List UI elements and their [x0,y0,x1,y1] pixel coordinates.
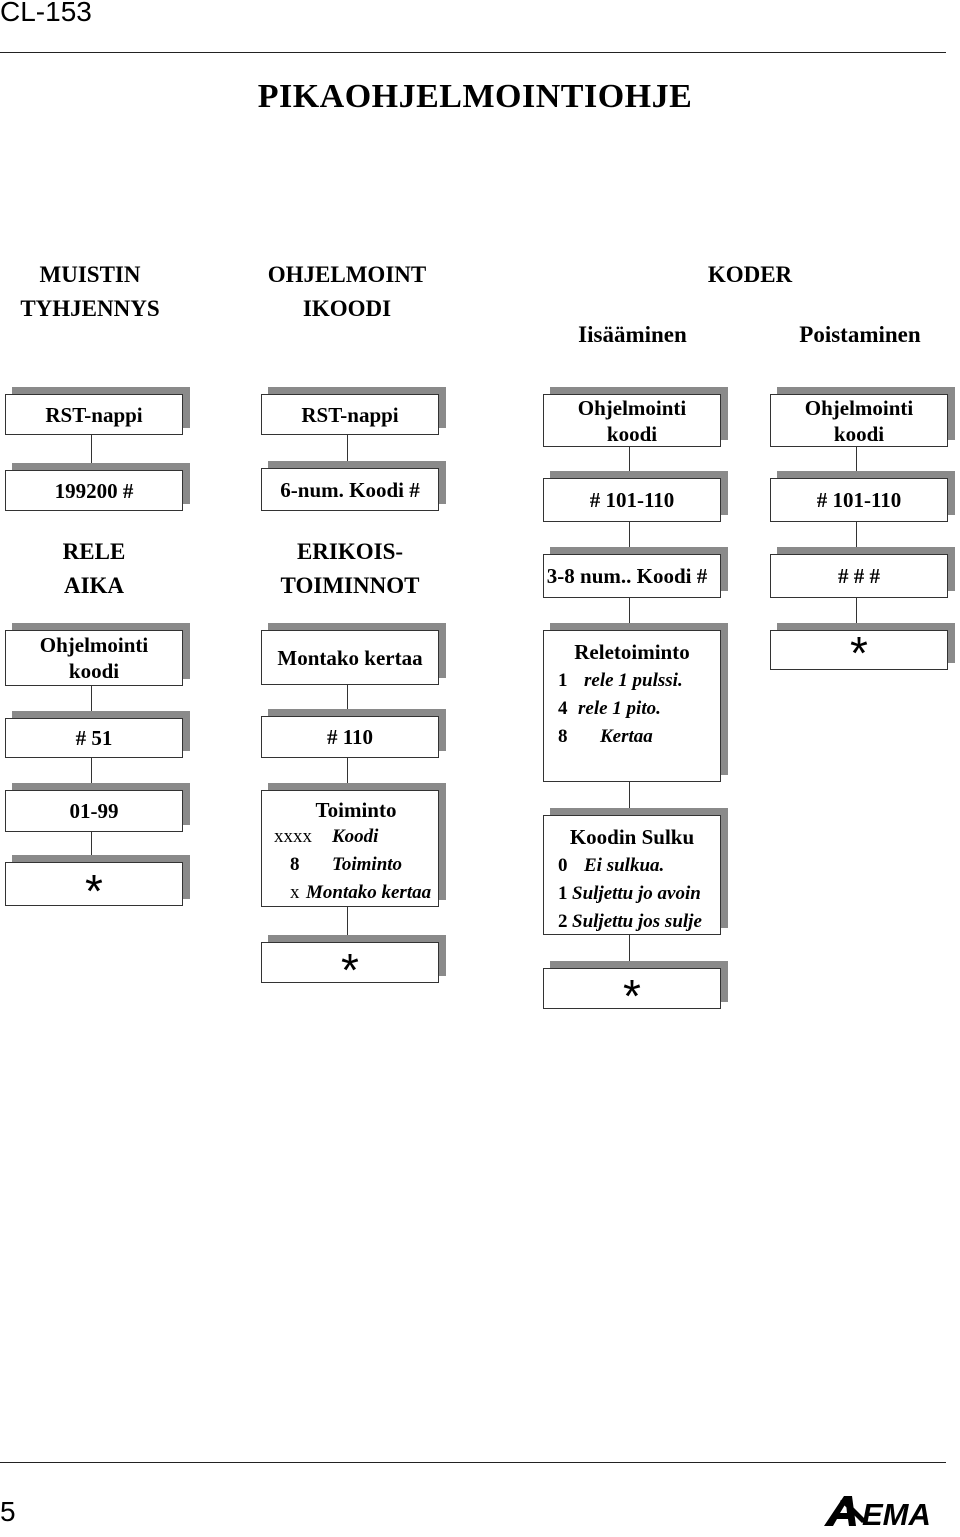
box-label: # 51 [75,726,113,750]
box-label: # 101-110 [589,488,675,512]
box-star [261,942,439,996]
label-line: TOIMINNOT [280,573,420,598]
item-key: 2 [558,911,568,932]
column-heading-lisaaminen: Iisääminen [578,322,687,347]
item-key: x [290,882,300,903]
heading-line: TYHJENNYS [20,296,160,321]
box-rst-nappi [261,394,439,435]
box-label: Ohjelmointi [39,633,149,657]
list-item [558,695,720,723]
column-heading-muistin [0,258,180,326]
box-label: # 101-110 [816,488,902,512]
list-item [558,908,720,936]
item-value: Kertaa [600,726,653,747]
connector [91,757,92,791]
star-icon: * [341,943,359,996]
list-item [558,667,720,695]
box-code-110 [261,716,439,758]
box-label: RST-nappi [45,402,143,427]
aema-logo [822,1492,952,1532]
box-reletoiminto [543,630,721,782]
connector [629,446,630,478]
heading-line: OHJELMOINT [267,262,427,287]
box-code-51 [5,718,183,758]
heading-line: IKOODI [302,296,392,321]
column-heading-ohjelmointikoodi [252,258,442,326]
box-6-num-koodi [261,468,439,511]
list-item [558,880,720,908]
box-label: RST-nappi [301,402,399,427]
box-koodin-sulku [543,815,721,935]
list-item [558,723,720,751]
box-title: Reletoiminto [574,640,690,664]
connector [629,597,630,631]
label-line: AIKA [63,573,125,598]
box-label: 3-8 num.. Koodi # [546,564,708,588]
box-label: # 110 [326,725,374,749]
list-item [274,879,438,907]
box-range-01-99 [5,790,183,832]
star-icon: * [85,865,103,917]
connector [91,685,92,719]
box-label: koodi [68,659,120,683]
document-code: CL-153 [0,0,92,27]
connector [347,757,348,791]
box-title: Koodin Sulku [569,825,695,849]
label-line: ERIKOIS- [296,539,404,564]
connector [347,434,348,464]
box-ohjelmointi-koodi [543,394,721,447]
item-key: 8 [558,726,568,747]
svg-text:EMA: EMA [862,1497,931,1532]
item-key: 1 [558,670,568,691]
item-key: 8 [290,854,300,875]
item-value: Toiminto [332,854,403,875]
box-label: # # # [838,564,880,588]
box-label: koodi [833,421,885,446]
box-ohjelmointi-koodi [770,394,948,447]
aema-logo-icon [822,1492,952,1532]
list-item [274,851,438,879]
connector [629,521,630,555]
item-value: Montako kertaa [306,882,432,903]
connector [91,434,92,464]
footer-rule [0,1462,946,1463]
connector [856,521,857,555]
box-ohjelmointi-koodi [5,630,183,686]
box-label: 199200 # [54,478,134,503]
box-star [543,968,721,1022]
connector [347,684,348,718]
box-toiminto [261,790,439,907]
box-label: koodi [606,421,658,446]
item-value: Suljettu jos sulje [572,911,702,932]
page-title: PIKAOHJELMOINTIOHJE [257,78,693,115]
box-star [770,627,948,679]
box-hash-hash-hash [770,554,948,598]
box-code-101-110 [543,478,721,522]
box-label: 01-99 [69,799,119,823]
section-label-rele-aika [5,535,183,603]
label-line: RELE [62,539,126,564]
box-label: 6-num. Koodi # [280,477,420,502]
star-icon: * [850,627,868,679]
list-item [274,823,438,851]
box-label: Ohjelmointi [804,395,914,420]
column-heading-poistaminen: Poistaminen [799,322,921,347]
box-code-101-110 [770,478,948,522]
item-key: 4 [558,698,568,719]
item-key: 0 [558,855,568,876]
box-title: Toiminto [315,798,397,822]
box-label: Ohjelmointi [577,395,687,420]
connector [856,446,857,478]
item-value: Koodi [332,826,379,847]
column-heading-koder: KODER [707,262,793,287]
item-value: Ei sulkua. [584,855,665,876]
box-memory-code [5,470,183,511]
box-label: Montako kertaa [277,645,423,670]
star-icon: * [623,969,641,1022]
header-rule [0,52,946,53]
page-number: 5 [0,1496,16,1527]
box-star [5,862,183,917]
item-key: 1 [558,883,568,904]
item-value: rele 1 pito. [578,698,661,719]
box-rst-nappi [5,394,183,435]
connector [629,781,630,815]
box-3-8-num-koodi [543,554,721,598]
item-key: xxxx [274,826,312,847]
list-item [558,852,720,880]
item-value: Suljettu jo avoin [572,883,701,904]
item-value: rele 1 pulssi. [584,670,683,691]
section-label-erikoistoiminnot [252,535,448,603]
heading-line: MUISTIN [39,262,141,287]
box-montako-kertaa [261,630,439,685]
